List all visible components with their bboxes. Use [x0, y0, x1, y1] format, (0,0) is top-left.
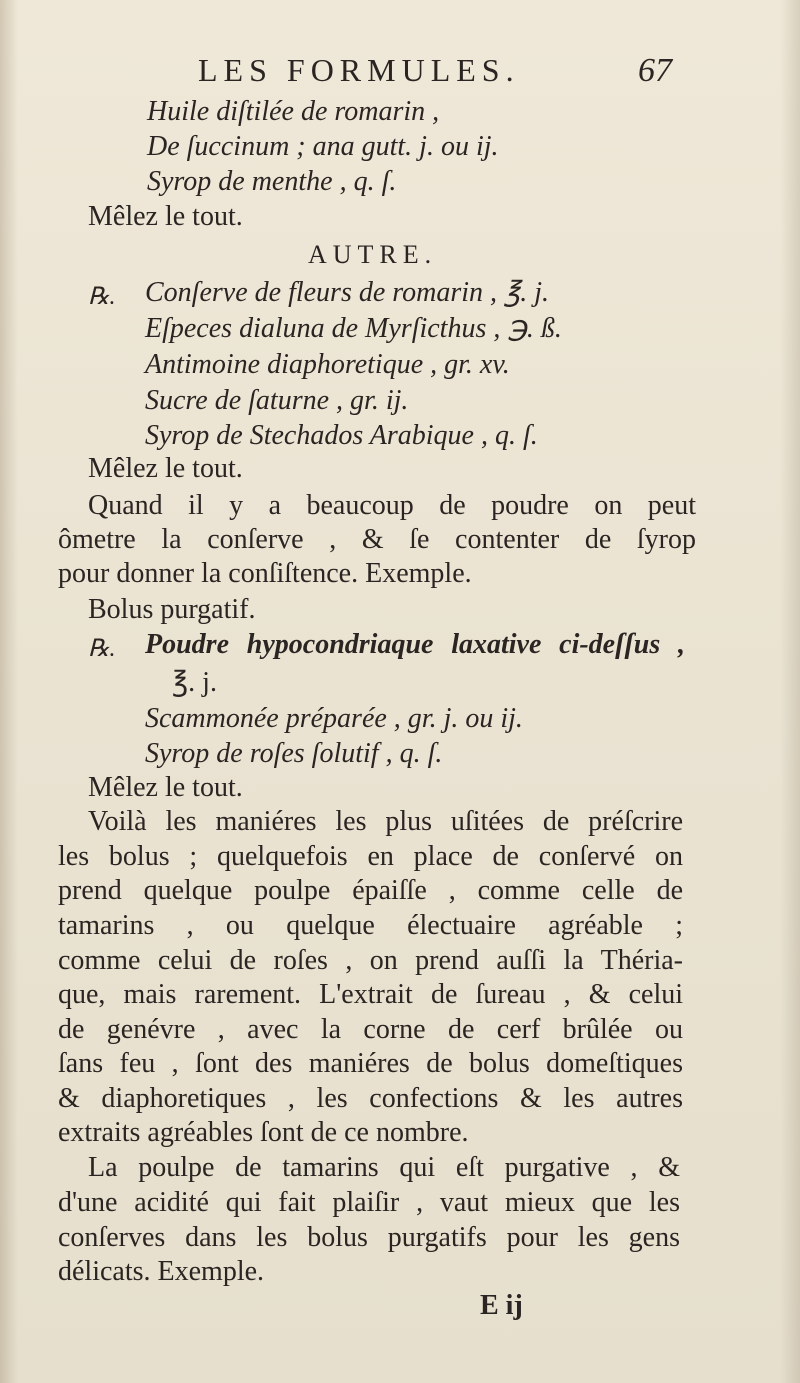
rx-symbol-1: ℞. — [88, 284, 116, 310]
paragraph2-line-5: comme celui de roſes , on prend auſſi la Théria- — [58, 945, 683, 976]
paragraph2-line-4: tamarins , ou quelque électuaire agréable ; — [58, 910, 683, 941]
running-head: LES FORMULES. — [198, 52, 520, 88]
paragraph2-line-9: & diaphoretiques , les confections & les autres — [58, 1083, 683, 1114]
paragraph3-line-1: La poulpe de tamarins qui eſt purgative , & — [88, 1152, 680, 1183]
paragraph2-line-7: de genévre , avec la corne de cerf brûlée ou — [58, 1014, 683, 1045]
paragraph2-line-2: les bolus ; quelquefois en place de conſervé on — [58, 841, 683, 872]
paragraph2-line-8: ſans feu , ſont des maniéres de bolus domeſtiques — [58, 1048, 683, 1079]
rx-symbol-2: ℞. — [88, 636, 116, 662]
recipe3-line-5: Mêlez le tout. — [88, 772, 243, 803]
recipe2-line-6: Mêlez le tout. — [88, 453, 243, 484]
recipe2-line-3: Antimoine diaphoretique , gr. xv. — [145, 349, 510, 380]
recipe3-line-4: Syrop de roſes ſolutif , q. ſ. — [145, 738, 443, 769]
paragraph2-line-1: Voilà les maniéres les plus uſitées de préſcrire — [88, 806, 683, 837]
recipe2-line-2: Eſpeces dialuna de Myrſicthus , ℈. ß. — [145, 313, 562, 344]
recipe1-line-2: De ſuccinum ; ana gutt. j. ou ij. — [147, 131, 499, 162]
page-number: 67 — [638, 52, 672, 89]
page-header — [0, 52, 800, 92]
recipe2-line-4: Sucre de ſaturne , gr. ij. — [145, 385, 409, 416]
paragraph2-line-3: prend quelque poulpe épaiſſe , comme celle de — [58, 875, 683, 906]
paragraph1-line-1: Quand il y a beaucoup de poudre on peut — [88, 490, 696, 521]
paragraph3-line-2: d'une acidité qui fait plaiſir , vaut mieux que les — [58, 1187, 680, 1218]
recipe3-line-2: ℥. j. — [172, 667, 217, 698]
recipe3-title: Bolus purgatif. — [88, 594, 256, 625]
recipe2-heading: AUTRE. — [308, 240, 438, 269]
recipe2-line-5: Syrop de Stechados Arabique , q. ſ. — [145, 420, 538, 451]
signature-mark: E ij — [480, 1290, 523, 1321]
paragraph2-line-10: extraits agréables ſont de ce nombre. — [58, 1117, 469, 1148]
paragraph1-line-2: ômetre la conſerve , & ſe contenter de ſyrop — [58, 524, 696, 555]
recipe3-line-1: Poudre hypocondriaque laxative ci-deſſus , — [145, 629, 685, 660]
paragraph3-line-3: conſerves dans les bolus purgatifs pour les gens — [58, 1222, 680, 1253]
recipe1-line-4: Mêlez le tout. — [88, 201, 243, 232]
recipe3-line-3: Scammonée préparée , gr. j. ou ij. — [145, 703, 523, 734]
paragraph3-line-4: délicats. Exemple. — [58, 1256, 265, 1287]
paragraph2-line-6: que, mais rarement. L'extrait de ſureau , & celui — [58, 979, 683, 1010]
paragraph1-line-3: pour donner la conſiſtence. Exemple. — [58, 558, 472, 589]
recipe2-line-1: Conſerve de fleurs de romarin , ℥. j. — [145, 277, 549, 308]
recipe1-line-1: Huile diſtilée de romarin , — [147, 96, 440, 127]
recipe1-line-3: Syrop de menthe , q. ſ. — [147, 166, 397, 197]
